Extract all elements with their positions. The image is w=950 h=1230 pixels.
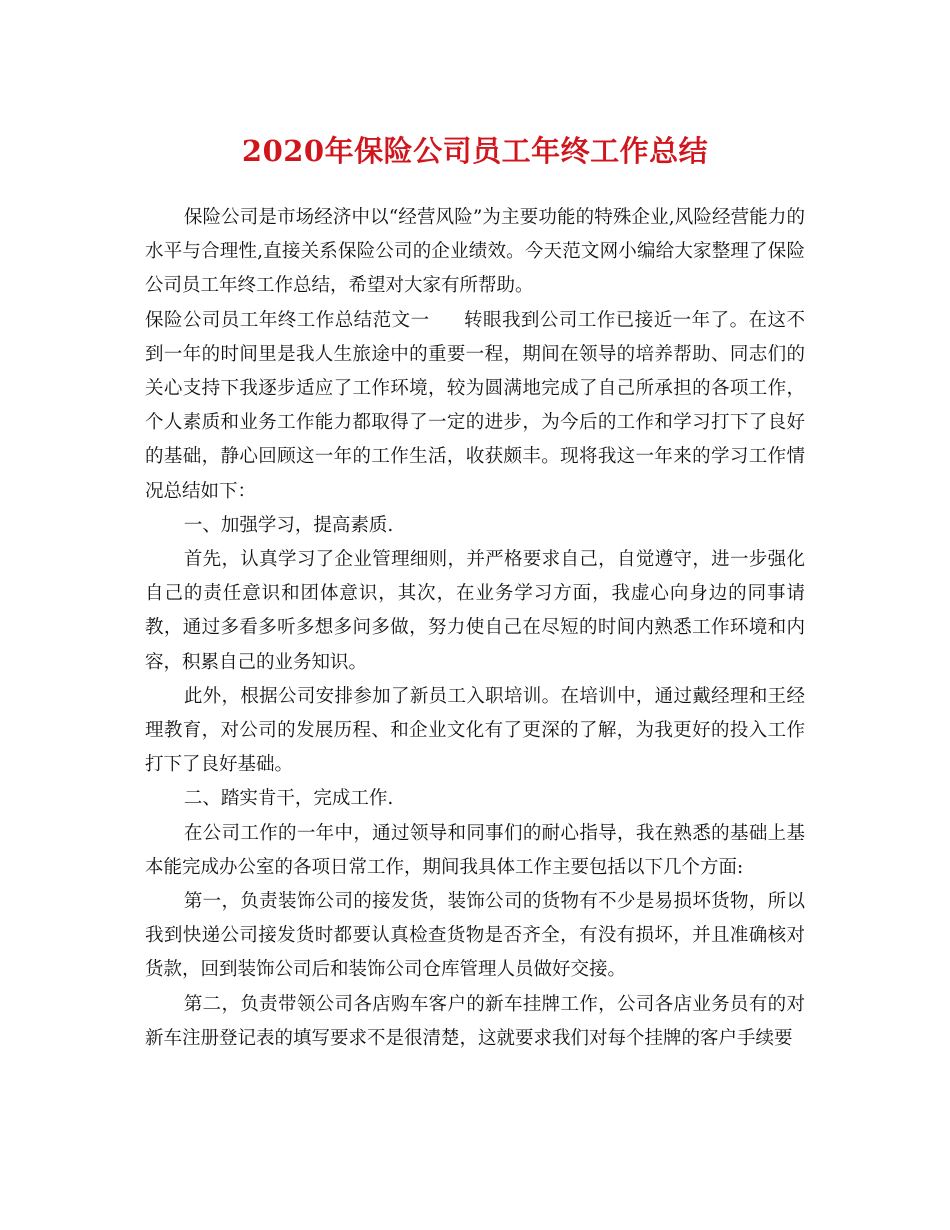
paragraph-work: 在公司工作的一年中，通过领导和同事们的耐心指导，我在熟悉的基础上基本能完成办公室的各项日常工作，期间我具体工作主要包括以下几个方面:	[145, 822, 805, 878]
document-body	[145, 201, 805, 1056]
heading-two: 二、踏实肯干，完成工作.	[183, 788, 394, 810]
page-title: 2020年保险公司员工年终工作总结	[241, 134, 709, 168]
section-paragraph	[145, 304, 805, 509]
heading-one: 一、加强学习，提高素质.	[183, 514, 394, 536]
section-label: 保险公司员工年终工作总结范文一	[145, 309, 430, 331]
intro-paragraph: 保险公司是市场经济中以“经营风险”为主要功能的特殊企业,风险经营能力的水平与合理性,直接关系保险公司的企业绩效。今天范文网小编给大家整理了保险公司员工年终工作总结，希望对大家有所帮助。	[145, 207, 805, 297]
paragraph-study: 首先，认真学习了企业管理细则，并严格要求自己，自觉遵守，进一步强化自己的责任意识和团体意识，其次，在业务学习方面，我虚心向身边的同事请教，通过多看多听多想多问多做，努力使自己在尽短的时间内熟悉工作环境和内容，积累自己的业务知识。	[145, 549, 805, 673]
paragraph-second: 第二，负责带领公司各店购车客户的新车挂牌工作，公司各店业务员有的对新车注册登记表的填写要求不是很清楚，这就要求我们对每个挂牌的客户手续要	[145, 993, 805, 1049]
paragraph-first: 第一，负责装饰公司的接发货，装饰公司的货物有不少是易损坏货物，所以我到快递公司接发货时都要认真检查货物是否齐全，有没有损坏，并且准确核对货款，回到装饰公司后和装饰公司仓库管理人员做好交接。	[145, 891, 805, 981]
paragraph-training: 此外，根据公司安排参加了新员工入职培训。在培训中，通过戴经理和王经理教育，对公司的发展历程、和企业文化有了更深的了解，为我更好的投入工作打下了良好基础。	[145, 685, 805, 776]
section-text: 转眼我到公司工作已接近一年了。在这不到一年的时间里是我人生旅途中的重要一程，期间在领导的培养帮助、同志们的关心支持下我逐步适应了工作环境，较为圆满地完成了自己所承担的各项工作，个人素质和业务工作能力都取得了一定的进步，为今后的工作和学习打下了良好的基础，静心回顾这一年的工作生活，收获颇丰。现将我这一年来的学习工作情况总结如下：	[145, 309, 805, 502]
